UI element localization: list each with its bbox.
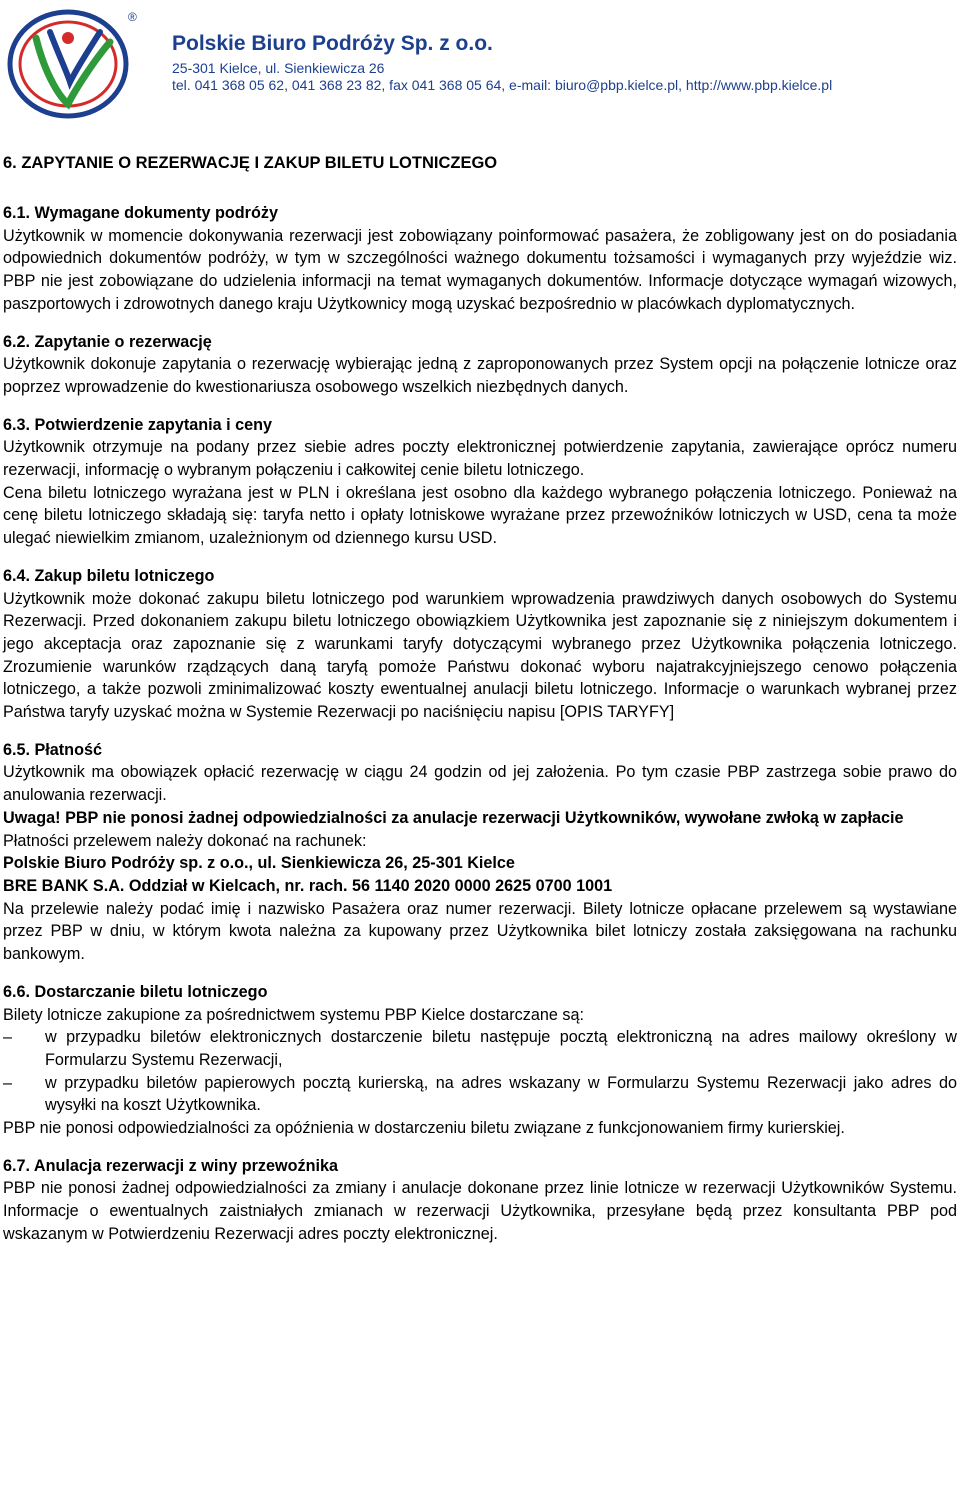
dash-bullet: –	[3, 1028, 13, 1047]
list-item-text: w przypadku biletów papierowych pocztą kurierską, na adres wskazany w Formularzu Systemu Rezerwacji jako adres do wysyłki na koszt Użytkownika.	[45, 1073, 957, 1115]
section-heading: 6.5. Płatność	[3, 740, 102, 759]
section-6-1	[3, 202, 957, 316]
section-heading: 6.1. Wymagane dokumenty podróży	[3, 204, 278, 222]
section-6-6	[3, 981, 957, 1140]
section-paragraph: Użytkownik otrzymuje na podany przez siebie adres poczty elektronicznej potwierdzenie zapytania, zawierające oprócz numeru rezerwacji, informację o wybranym połączeniu i całkowitej cenie biletu lotniczego.	[3, 438, 957, 480]
list-item	[3, 1072, 957, 1117]
registered-mark: ®	[128, 10, 137, 24]
list-item-text: w przypadku biletów elektronicznych dostarczenie biletu następuje pocztą elektroniczną na adres mailowy określony w Formularzu Systemu Rezerwacji,	[45, 1028, 957, 1069]
document-title: 6. ZAPYTANIE O REZERWACJĘ I ZAKUP BILETU LOTNICZEGO	[3, 154, 498, 172]
section-paragraph: Na przelewie należy podać imię i nazwisko Pasażera oraz numer rezerwacji. Bilety lotnicze opłacane przelewem są wystawiane przez PBP w dniu, w którym kwota należna za kupowany przez Użytkownika bilet lotniczy została zaksięgowana na rachunku bankowym.	[3, 899, 957, 964]
section-heading: 6.4. Zakup biletu lotniczego	[3, 566, 215, 585]
account-holder: Polskie Biuro Podróży sp. z o.o., ul. Sienkiewicza 26, 25-301 Kielce	[3, 854, 515, 873]
document-body	[3, 148, 957, 1246]
company-phones: tel. 041 368 05 62, 041 368 23 82, fax 041 368 05 64, e-mail: biuro@pbp.kielce.pl, http://www.pbp.kielce.pl	[172, 77, 833, 93]
list-item	[3, 1026, 957, 1071]
section-paragraph: Użytkownik w momencie dokonywania rezerwacji jest zobowiązany poinformować pasażera, że zobligowany jest on do posiadania odpowiednich dokumentów podróży, w tym w szczególności ważnego dokumentu tożsamości i wymaganych przy wyjeździe wiz. PBP nie jest zobowiązane do udzielenia informacji na temat wymaganych dokumentów. Informacje dotyczące wymagań wizowych, paszportowych i zdrowotnych danego kraju Użytkownicy mogą uzyskać bezpośrednio w placówkach dyplomatycznych.	[3, 226, 957, 313]
section-6-5	[3, 739, 957, 966]
section-heading: 6.6. Dostarczanie biletu lotniczego	[3, 982, 268, 1001]
company-address: 25-301 Kielce, ul. Sienkiewicza 26	[172, 60, 385, 76]
payment-warning: Uwaga! PBP nie ponosi żadnej odpowiedzialności za anulacje rezerwacji Użytkowników, wywołane zwłoką w zapłacie	[3, 808, 904, 827]
section-6-2	[3, 331, 957, 399]
section-6-3	[3, 414, 957, 550]
delivery-intro: Bilety lotnicze zakupione za pośrednictwem systemu PBP Kielce dostarczane są:	[3, 1005, 584, 1024]
section-6-7	[3, 1155, 957, 1246]
bank-account: BRE BANK S.A. Oddział w Kielcach, nr. rach. 56 1140 2020 0000 2625 0700 1001	[3, 876, 613, 895]
section-paragraph: Użytkownik ma obowiązek opłacić rezerwację w ciągu 24 godzin od jej założenia. Po tym czasie PBP zastrzega sobie prawo do anulowania rezerwacji.	[3, 763, 957, 805]
company-name: Polskie Biuro Podróży Sp. z o.o.	[172, 32, 493, 55]
section-paragraph: Użytkownik może dokonać zakupu biletu lotniczego pod warunkiem wprowadzenia prawdziwych danych osobowych do Systemu Rezerwacji. Przed dokonaniem zakupu biletu lotniczego obowiązkiem Użytkownika jest zapoznanie się z niniejszym dokumentem i jego akceptacja oraz zapoznanie się z warunkami taryfy dotyczącymi wybranego przez Użytkownika połączenia lotniczego. Zrozumienie warunków rządzących daną taryfą pomoże Państwu dokonać wyboru najatrakcyjniejszego cenowo połączenia lotniczego, a także pozwoli zminimalizować koszty ewentualnej anulacji biletu lotniczego. Informacje o warunkach wybranej przez Państwa taryfy uzyskać można w Systemie Rezerwacji po naciśnięciu napisu [OPIS TARYFY]	[3, 589, 957, 722]
section-heading: 6.3. Potwierdzenie zapytania i ceny	[3, 415, 272, 434]
section-6-4	[3, 565, 957, 724]
letterhead	[0, 0, 960, 130]
section-paragraph: Cena biletu lotniczego wyrażana jest w PLN i określana jest osobno dla każdego wybranego połączenia lotniczego. Ponieważ na cenę biletu lotniczego składają się: taryfa netto i opłaty lotniskowe wyrażane przez przewoźników lotniczych w USD, cena ta może ulegać niewielkim zmianom, uzależnionym od dziennego kursu USD.	[3, 483, 957, 548]
section-paragraph: PBP nie ponosi żadnej odpowiedzialności za zmiany i anulacje dokonane przez linie lotnicze w rezerwacji Użytkowników Systemu. Informacje o ewentualnych zaistniałych zmianach w rezerwacji Użytkownika, przesyłane będą przez konsultanta PBP pod wskazanym w Potwierdzeniu Rezerwacji adres poczty elektronicznej.	[3, 1179, 957, 1243]
transfer-intro: Płatności przelewem należy dokonać na rachunek:	[3, 831, 367, 850]
section-paragraph: PBP nie ponosi odpowiedzialności za opóźnienia w dostarczeniu biletu związane z funkcjonowaniem firmy kurierskiej.	[3, 1119, 845, 1138]
section-heading: 6.2. Zapytanie o rezerwację	[3, 332, 212, 351]
pbp-logo-icon	[6, 8, 136, 120]
section-heading: 6.7. Anulacja rezerwacji z winy przewoźnika	[3, 1156, 338, 1175]
delivery-list	[3, 1026, 957, 1117]
company-contact	[172, 60, 832, 94]
section-paragraph: Użytkownik dokonuje zapytania o rezerwację wybierając jedną z zaproponowanych przez System opcji na połączenie lotnicze oraz poprzez wprowadzenie do kwestionariusza osobowego wszelkich niezbędnych danych.	[3, 355, 957, 396]
dash-bullet: –	[3, 1073, 13, 1092]
